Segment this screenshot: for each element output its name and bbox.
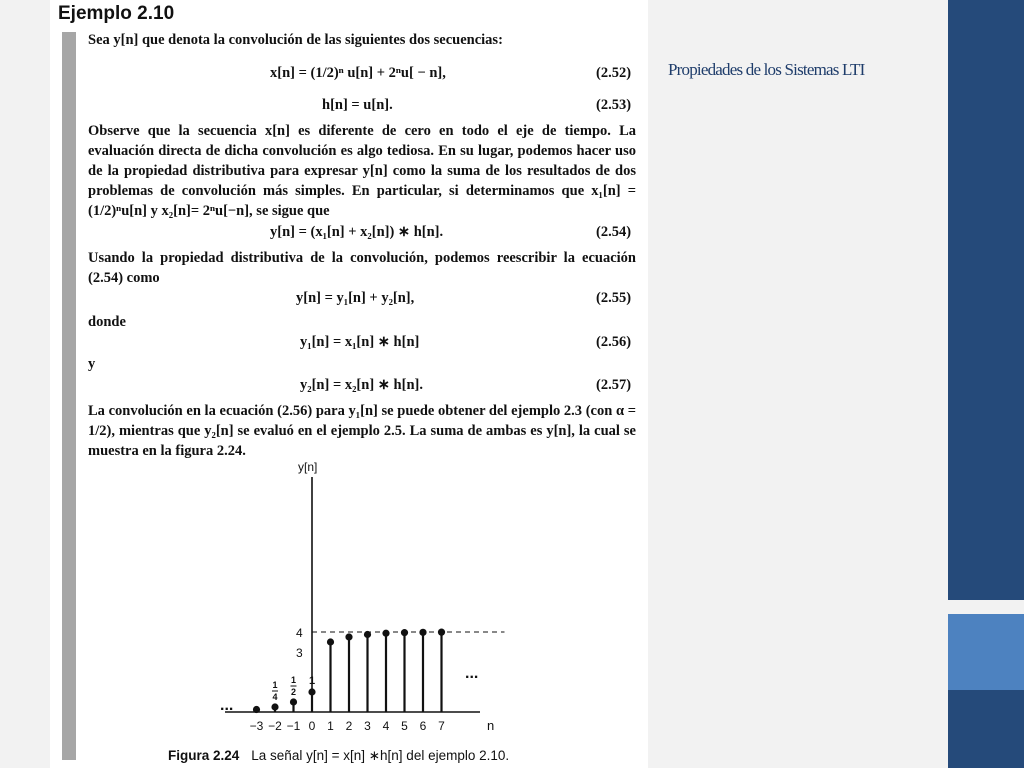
figure-caption-text: La señal y[n] = x[n] ∗h[n] del ejemplo 2.10.	[251, 748, 510, 763]
figure-caption-label: Figura 2.24	[168, 748, 240, 763]
x-tick-label: −1	[286, 719, 301, 733]
stem-point	[364, 631, 371, 638]
x-tick-label: 0	[308, 719, 316, 733]
equation-number-2-54: (2.54)	[596, 224, 632, 240]
x-tick-label: 4	[382, 719, 390, 733]
equation-number-2-55: (2.55)	[596, 290, 632, 306]
x-axis-label: n	[487, 718, 495, 733]
example-heading: Ejemplo 2.10	[58, 3, 175, 24]
paragraph-observe: Observe que la secuencia x[n] es diferente de cero en todo el eje de tiempo. La evaluación directa de dicha convolución es algo tediosa. En su lugar, podemos hacer uso de la propiedad distributiva para expresar y[n] como la suma de los resultados de dos problemas de convolución más simples. En particular, si determinamos que x₁[n] = (1/2)ⁿu[n] y x₂[n]= 2ⁿu[−n], se sigue que	[88, 123, 636, 219]
slide-title: Propiedades de los Sistemas LTI	[668, 60, 865, 79]
right-ellipsis: ...	[465, 665, 479, 682]
stem-point	[327, 638, 334, 645]
equation-number-2-57: (2.57)	[596, 377, 632, 393]
paragraph-convolution: La convolución en la ecuación (2.56) para y₁[n] se puede obtener del ejemplo 2.3 (con α = 1/2), mientras que y₂[n] se evaluó en el ejemplo 2.5. La suma de ambas es y[n], la cual se muestra en la figura 2.24.	[88, 403, 636, 459]
figure-caption	[168, 748, 509, 764]
point-label-denominator: 2	[290, 687, 297, 697]
x-tick-label: −3	[249, 719, 264, 733]
stem-point	[419, 629, 426, 636]
equation-number-2-53: (2.53)	[596, 97, 632, 113]
word-donde: donde	[88, 314, 126, 330]
x-tick-label: 7	[438, 719, 445, 733]
equation-number-2-56: (2.56)	[596, 334, 632, 350]
point-label: 1	[290, 675, 297, 685]
sidebar-accent-block	[948, 614, 1024, 690]
y-tick-label: 3	[296, 646, 303, 660]
equation-2-57: y₂[n] = x₂[n] ∗ h[n].	[300, 377, 423, 393]
word-y: y	[88, 356, 96, 372]
point-label: 1	[272, 680, 278, 690]
stem-point	[401, 629, 408, 636]
equation-2-55: y[n] = y₁[n] + y₂[n],	[296, 290, 415, 306]
y-tick-label: 4	[296, 626, 303, 640]
y-axis-label: y[n]	[298, 460, 318, 474]
left-ellipsis: ...	[220, 697, 234, 714]
x-tick-label: 5	[401, 719, 408, 733]
x-tick-label: 1	[327, 719, 334, 733]
paragraph-distributive: Usando la propiedad distributiva de la convolución, podemos reescribir la ecuación (2.54) como	[88, 250, 636, 286]
stem-plot	[50, 455, 610, 745]
x-tick-label: 6	[419, 719, 427, 733]
sidebar-gap	[948, 600, 1024, 614]
intro-paragraph: Sea y[n] que denota la convolución de las siguientes dos secuencias:	[88, 32, 503, 48]
stem-point	[253, 706, 260, 713]
x-tick-label: 3	[364, 719, 371, 733]
stem-point	[271, 703, 278, 710]
equation-2-53: h[n] = u[n].	[322, 97, 393, 113]
equation-2-52: x[n] = (1/2)ⁿ u[n] + 2ⁿu[ − n],	[270, 65, 446, 81]
stem-point	[382, 630, 389, 637]
point-label: 1	[308, 675, 316, 687]
stem-point	[438, 629, 445, 636]
stem-point	[345, 633, 352, 640]
equation-2-56: y₁[n] = x₁[n] ∗ h[n]	[300, 334, 420, 350]
stem-point	[308, 688, 315, 695]
stem-point	[290, 698, 297, 705]
point-label-denominator: 4	[272, 692, 278, 702]
x-tick-label: −2	[268, 719, 282, 733]
equation-number-2-52: (2.52)	[596, 65, 632, 81]
x-tick-label: 2	[345, 719, 353, 733]
equation-2-54: y[n] = (x₁[n] + x₂[n]) ∗ h[n].	[270, 224, 444, 240]
